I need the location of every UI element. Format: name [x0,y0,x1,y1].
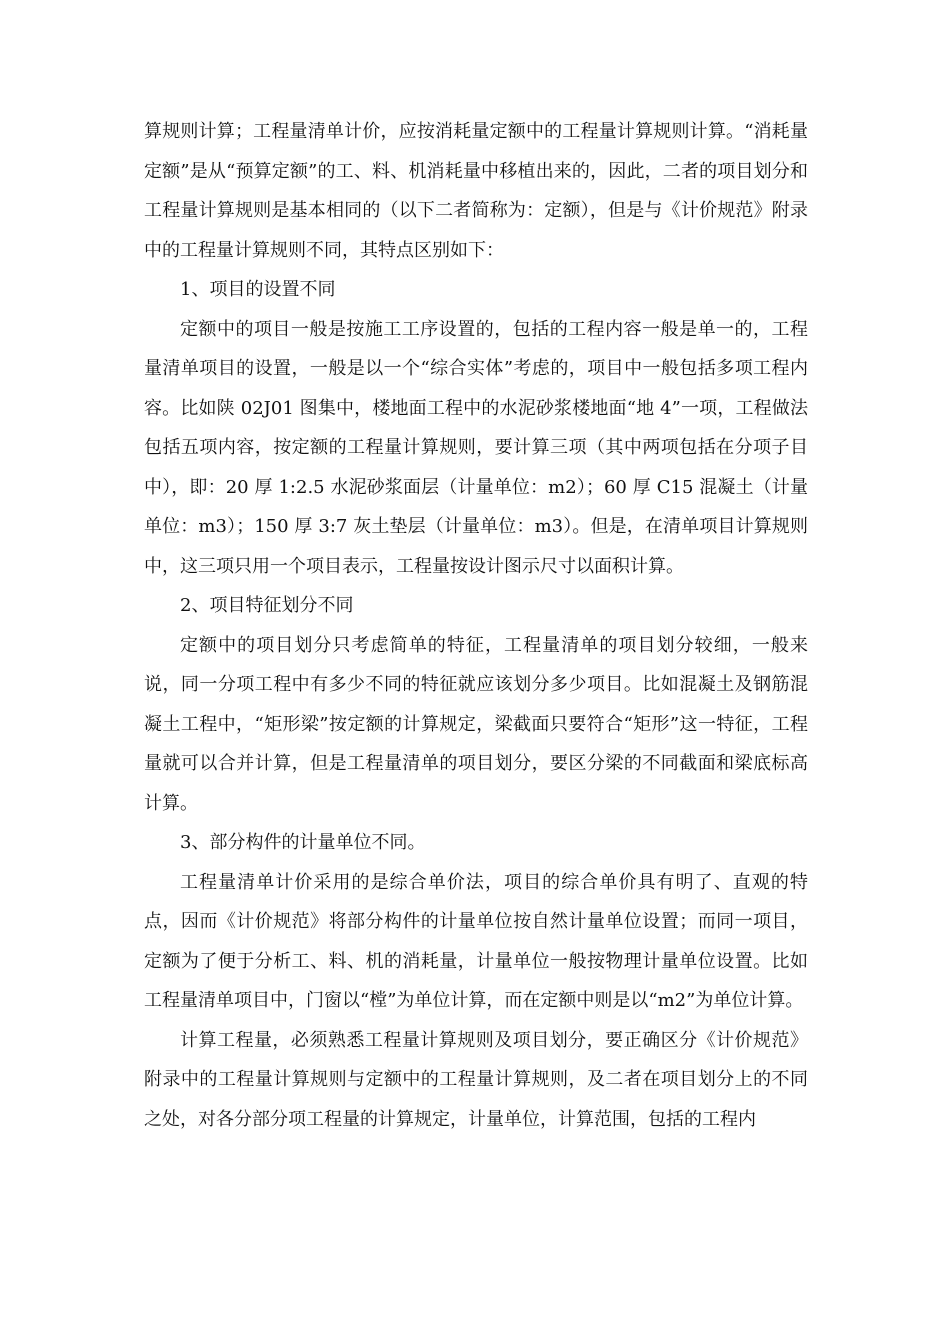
paragraph-feature-division: 定额中的项目划分只考虑简单的特征，工程量清单的项目划分较细，一般来说，同一分项工程中有多少不同的特征就应该划分多少项目。比如混凝土及钢筋混凝土工程中，“矩形梁”按定额的计算规定，梁截面只要符合“矩形”这一特征，工程量就可以合并计算，但是工程量清单的项目划分，要区分梁的不同截面和梁底标高计算。 [144,634,808,814]
paragraph-units: 工程量清单计价采用的是综合单价法，项目的综合单价具有明了、直观的特点，因而《计价规范》将部分构件的计量单位按自然计量单位设置；而同一项目，定额为了便于分析工、料、机的消耗量，计量单位一般按物理计量单位设置。比如工程量清单项目中，门窗以“樘”为单位计算，而在定额中则是以“m2”为单位计算。 [144,871,808,1011]
section-heading-2: 2、项目特征划分不同 [180,595,354,616]
paragraph-continuation: 算规则计算；工程量清单计价，应按消耗量定额中的工程量计算规则计算。“消耗量定额”是从“预算定额”的工、料、机消耗量中移植出来的，因此，二者的项目划分和工程量计算规则是基本相同的（以下二者简称为：定额），但是与《计价规范》附录中的工程量计算规则不同，其特点区别如下： [144,121,808,261]
document-body [144,112,808,1139]
paragraph-calculation: 计算工程量，必须熟悉工程量计算规则及项目划分，要正确区分《计价规范》附录中的工程量计算规则与定额中的工程量计算规则，及二者在项目划分上的不同之处，对各分部分项工程量的计算规定，计量单位，计算范围，包括的工程内 [144,1029,808,1130]
section-heading-3: 3、部分构件的计量单位不同。 [180,832,426,853]
section-heading-1: 1、项目的设置不同 [180,279,336,300]
paragraph-item-setup: 定额中的项目一般是按施工工序设置的，包括的工程内容一般是单一的，工程量清单项目的设置，一般是以一个“综合实体”考虑的，项目中一般包括多项工程内容。比如陕 02J01 图集中，楼地面工程中的水泥砂浆楼地面“地 4”一项，工程做法包括五项内容，按定额的工程量计算规则，要计算三项（其中两项包括在分项子目中），即：20 厚 1:2.5 水泥砂浆面层（计量单位：m2）；60 厚 C15 混凝土（计量单位：m3）；150 厚 3:7 灰土垫层（计量单位：m3）。但是，在清单项目计算规则中，这三项只用一个项目表示，工程量按设计图示尺寸以面积计算。 [144,318,808,577]
